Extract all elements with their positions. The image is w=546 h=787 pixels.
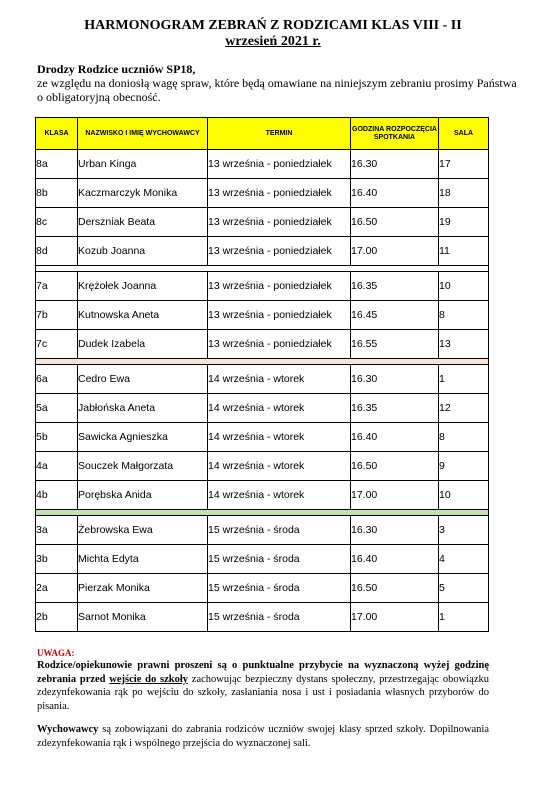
cell-sala: 18 xyxy=(439,179,489,208)
table-row xyxy=(36,150,489,179)
cell-sala: 13 xyxy=(439,330,489,359)
cell-time: 16.50 xyxy=(351,574,439,603)
table-row xyxy=(36,394,489,423)
cell-termin: 15 września - środa xyxy=(208,516,351,545)
header-termin: TERMIN xyxy=(208,118,351,150)
document-subtitle: wrzesień 2021 r. xyxy=(225,34,321,49)
cell-klasa: 6a xyxy=(36,365,78,394)
cell-klasa: 7b xyxy=(36,301,78,330)
cell-sala: 1 xyxy=(439,603,489,632)
cell-sala: 5 xyxy=(439,574,489,603)
header-sala: SALA xyxy=(439,118,489,150)
cell-time: 16.50 xyxy=(351,452,439,481)
cell-termin: 15 września - środa xyxy=(208,603,351,632)
cell-time: 16.40 xyxy=(351,179,439,208)
cell-termin: 13 września - poniedziałek xyxy=(208,208,351,237)
cell-termin: 14 września - wtorek xyxy=(208,365,351,394)
cell-name: Porębska Anida xyxy=(78,481,208,510)
cell-termin: 14 września - wtorek xyxy=(208,423,351,452)
cell-klasa: 2a xyxy=(36,574,78,603)
cell-sala: 4 xyxy=(439,545,489,574)
table-row xyxy=(36,301,489,330)
cell-time: 17.00 xyxy=(351,237,439,266)
cell-klasa: 4a xyxy=(36,452,78,481)
cell-name: Derszniak Beata xyxy=(78,208,208,237)
table-row xyxy=(36,237,489,266)
notes-p2-rest: są zobowiązani do zabrania rodziców uczniów swojej klasy sprzed szkoły. Dopilnowania zdezynfekowania rąk i wspólnego przejścia do wyznaczonej sali. xyxy=(37,724,489,749)
table-row xyxy=(36,574,489,603)
table-row xyxy=(36,423,489,452)
cell-time: 16.35 xyxy=(351,394,439,423)
cell-klasa: 3a xyxy=(36,516,78,545)
notes-section xyxy=(37,648,489,750)
table-row xyxy=(36,365,489,394)
cell-termin: 13 września - poniedziałek xyxy=(208,301,351,330)
cell-klasa: 2b xyxy=(36,603,78,632)
schedule-table xyxy=(35,117,489,632)
cell-termin: 13 września - poniedziałek xyxy=(208,179,351,208)
cell-time: 17.00 xyxy=(351,603,439,632)
table-row xyxy=(36,272,489,301)
notes-label: UWAGA: xyxy=(37,648,75,658)
cell-sala: 10 xyxy=(439,481,489,510)
cell-termin: 14 września - wtorek xyxy=(208,452,351,481)
table-header-row xyxy=(36,118,489,150)
cell-name: Souczek Małgorzata xyxy=(78,452,208,481)
cell-name: Urban Kinga xyxy=(78,150,208,179)
cell-termin: 14 września - wtorek xyxy=(208,394,351,423)
cell-termin: 14 września - wtorek xyxy=(208,481,351,510)
cell-time: 16.30 xyxy=(351,150,439,179)
cell-klasa: 5a xyxy=(36,394,78,423)
cell-termin: 15 września - środa xyxy=(208,545,351,574)
header-wychowawca: NAZWISKO I IMIĘ WYCHOWAWCY xyxy=(78,118,208,150)
cell-klasa: 8c xyxy=(36,208,78,237)
cell-klasa: 5b xyxy=(36,423,78,452)
cell-name: Sawicka Agnieszka xyxy=(78,423,208,452)
cell-name: Sarnot Monika xyxy=(78,603,208,632)
cell-name: Dudek Izabela xyxy=(78,330,208,359)
cell-time: 16.40 xyxy=(351,545,439,574)
intro-text xyxy=(37,62,517,104)
schedule-body xyxy=(36,150,489,632)
cell-name: Żebrowska Ewa xyxy=(78,516,208,545)
cell-termin: 13 września - poniedziałek xyxy=(208,330,351,359)
table-row xyxy=(36,330,489,359)
notes-paragraph-2 xyxy=(37,723,489,750)
notes-paragraph-1 xyxy=(37,659,489,713)
cell-sala: 11 xyxy=(439,237,489,266)
header-klasa: KLASA xyxy=(36,118,78,150)
cell-name: Krężołek Joanna xyxy=(78,272,208,301)
cell-name: Kozub Joanna xyxy=(78,237,208,266)
table-row xyxy=(36,516,489,545)
cell-termin: 15 września - środa xyxy=(208,574,351,603)
notes-p1-bold: Rodzice/opiekunowie prawni proszeni są o punktualne przybycie na wyznaczoną wyżej godzinę zebrania przed xyxy=(37,660,489,685)
cell-klasa: 7a xyxy=(36,272,78,301)
cell-sala: 10 xyxy=(439,272,489,301)
cell-termin: 13 września - poniedziałek xyxy=(208,272,351,301)
cell-klasa: 4b xyxy=(36,481,78,510)
cell-sala: 19 xyxy=(439,208,489,237)
cell-time: 16.35 xyxy=(351,272,439,301)
cell-time: 16.30 xyxy=(351,516,439,545)
cell-name: Michta Edyta xyxy=(78,545,208,574)
cell-name: Jabłońska Aneta xyxy=(78,394,208,423)
cell-name: Cedro Ewa xyxy=(78,365,208,394)
header-godzina: GODZINA ROZPOCZĘCIA SPOTKANIA xyxy=(351,118,439,150)
cell-klasa: 8a xyxy=(36,150,78,179)
cell-sala: 12 xyxy=(439,394,489,423)
cell-time: 16.45 xyxy=(351,301,439,330)
cell-name: Pierzak Monika xyxy=(78,574,208,603)
table-row xyxy=(36,179,489,208)
cell-sala: 8 xyxy=(439,423,489,452)
table-row xyxy=(36,603,489,632)
document-title: HARMONOGRAM ZEBRAŃ Z RODZICAMI KLAS VIII - II xyxy=(84,18,462,33)
table-row xyxy=(36,481,489,510)
cell-klasa: 3b xyxy=(36,545,78,574)
table-row xyxy=(36,545,489,574)
cell-klasa: 8b xyxy=(36,179,78,208)
cell-time: 16.30 xyxy=(351,365,439,394)
cell-sala: 8 xyxy=(439,301,489,330)
cell-time: 16.40 xyxy=(351,423,439,452)
cell-termin: 13 września - poniedziałek xyxy=(208,237,351,266)
cell-sala: 9 xyxy=(439,452,489,481)
table-row xyxy=(36,452,489,481)
cell-sala: 1 xyxy=(439,365,489,394)
cell-sala: 17 xyxy=(439,150,489,179)
cell-klasa: 7c xyxy=(36,330,78,359)
cell-sala: 3 xyxy=(439,516,489,545)
cell-name: Kutnowska Aneta xyxy=(78,301,208,330)
intro-body: ze względu na doniosłą wagę spraw, które będą omawiane na niniejszym zebraniu prosimy Państwa o obligatoryjną obecność. xyxy=(37,76,517,104)
cell-time: 16.50 xyxy=(351,208,439,237)
greeting: Drodzy Rodzice uczniów SP18, xyxy=(37,62,196,76)
table-row xyxy=(36,208,489,237)
cell-time: 17.00 xyxy=(351,481,439,510)
cell-klasa: 8d xyxy=(36,237,78,266)
cell-termin: 13 września - poniedziałek xyxy=(208,150,351,179)
notes-p1-underline: wejście do szkoły xyxy=(109,673,189,685)
cell-name: Kaczmarczyk Monika xyxy=(78,179,208,208)
notes-p1-rest: zachowując bezpieczny dystans społeczny, przestrzegając obowiązku zdezynfekowania rąk po wejściu do szkoły, zasłaniania nosa i ust i posiadania własnych przyborów do pisania. xyxy=(37,673,489,712)
cell-time: 16.55 xyxy=(351,330,439,359)
notes-p2-bold: Wychowawcy xyxy=(37,724,99,735)
